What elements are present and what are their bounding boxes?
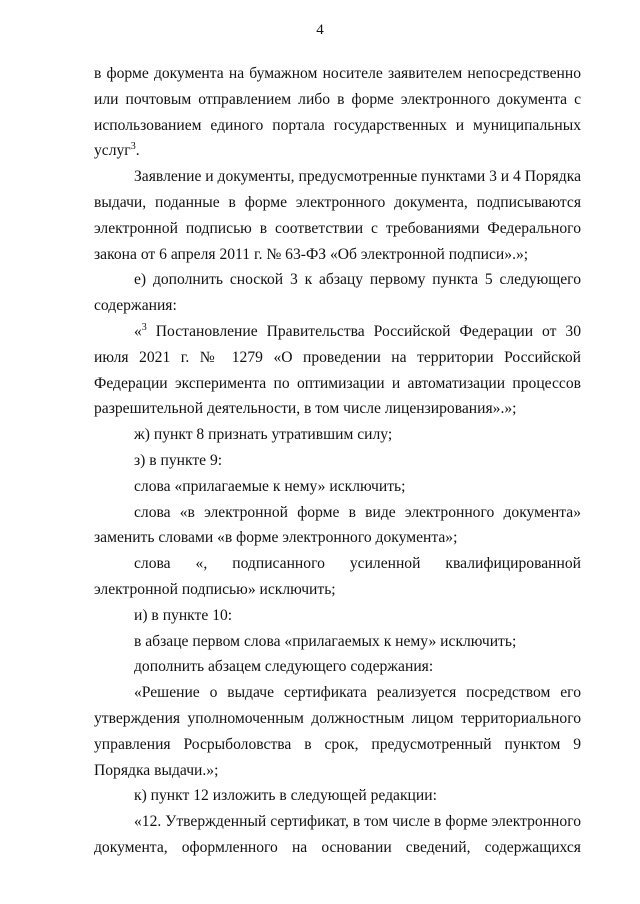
paragraph-13: «Решение о выдаче сертификата реализуется посредством его утверждения уполномоченным должностным лицом территориального управления Росрыболовства в срок, предусмотренный пунктом 9 Порядка выдачи.»; — [94, 684, 581, 779]
paragraph-1-tail: . — [135, 142, 140, 160]
paragraph-4 — [94, 319, 581, 422]
document-body — [94, 61, 581, 861]
paragraph-7: слова «прилагаемые к нему» исключить; — [134, 477, 406, 495]
paragraph-6: з) в пункте 9: — [134, 451, 223, 469]
paragraph-15: «12. Утвержденный сертификат, в том числе в форме электронного документа, оформленного на основании сведений, содержащихся — [94, 813, 581, 856]
paragraph-14: к) пункт 12 изложить в следующей редакции: — [134, 787, 437, 805]
paragraph-1-text: в форме документа на бумажном носителе заявителем непосредственно или почтовым отправлением либо в форме электронного документа с использованием единого портала государственных и муниципальных услуг — [94, 65, 581, 160]
paragraph-5: ж) пункт 8 признать утратившим силу; — [134, 426, 393, 444]
footnote-mark-3: 3 — [141, 321, 147, 333]
page-number: 4 — [316, 22, 324, 38]
paragraph-1 — [94, 61, 581, 164]
paragraph-12: дополнить абзацем следующего содержания: — [134, 658, 434, 676]
paragraph-8: слова «в электронной форме в виде электронного документа» заменить словами «в форме электронного документа»; — [94, 503, 581, 547]
paragraph-9: слова «, подписанного усиленной квалифицированной электронной подписью» исключить; — [94, 555, 581, 598]
paragraph-11: в абзаце первом слова «прилагаемых к нему» исключить; — [134, 632, 517, 650]
paragraph-3: е) дополнить сноской 3 к абзацу первому пункта 5 следующего содержания: — [94, 271, 581, 315]
paragraph-2: Заявление и документы, предусмотренные пунктами 3 и 4 Порядка выдачи, поданные в форме электронного документа, подписываются электронной подписью в соответствии с требованиями Федерального закона от 6 апреля 2011 г. № 63-ФЗ «Об электронной подписи».»; — [94, 168, 581, 263]
paragraph-4-text: Постановление Правительства Российской Федерации от 30 июля 2021 г. № 1279 «О проведении на территории Российской Федерации эксперимента по оптимизации и автоматизации процессов разрешительной деятельности, в том числе лицензирования».»; — [94, 322, 581, 418]
paragraph-4-lead: « — [134, 322, 142, 340]
paragraph-10: и) в пункте 10: — [134, 606, 233, 624]
footnote-ref-3: 3 — [130, 141, 136, 153]
